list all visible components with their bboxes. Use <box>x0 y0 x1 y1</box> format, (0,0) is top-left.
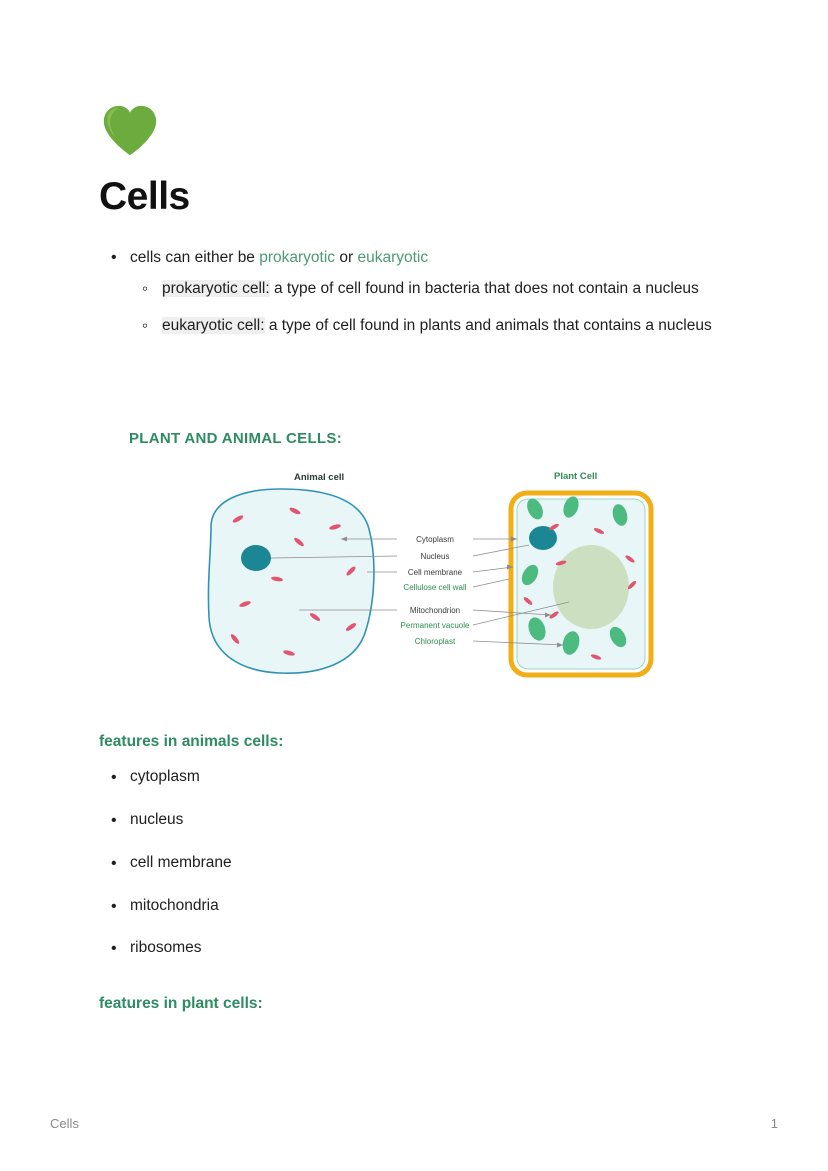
plant-cell-label: Plant Cell <box>554 471 598 483</box>
term-prokaryotic: prokaryotic <box>259 248 336 266</box>
list-item <box>99 245 739 338</box>
callout-cell-membrane: Cell membrane <box>407 568 463 578</box>
list-item <box>130 313 739 338</box>
plant-vacuole <box>553 545 629 629</box>
callout-mitochondrion: Mitochondrion <box>409 606 461 616</box>
list-item: • cell membrane <box>99 851 739 876</box>
footer-title: Cells <box>50 1116 79 1131</box>
list-item: • cytoplasm <box>99 765 739 790</box>
callout-permanent-vacuole: Permanent vacuole <box>400 621 470 631</box>
list-item: • ribosomes <box>99 936 739 961</box>
page-number: 1 <box>770 1116 778 1131</box>
document-content <box>99 100 739 1027</box>
callout-cellulose-cell-wall: Cellulose cell wall <box>403 583 467 593</box>
definition-list <box>130 276 739 338</box>
intro-prefix: cells can either be <box>130 248 260 266</box>
definition-text: a type of cell found in plants and animals that contains a nucleus <box>264 317 712 335</box>
intro-list <box>99 245 739 338</box>
animal-features-list <box>99 765 739 961</box>
callout-cytoplasm: Cytoplasm <box>416 535 454 545</box>
definition-term: prokaryotic cell: <box>162 280 270 297</box>
list-item <box>130 276 739 301</box>
page-footer <box>50 1116 778 1131</box>
term-eukaryotic: eukaryotic <box>357 248 429 266</box>
callout-chloroplast: Chloroplast <box>414 637 456 647</box>
green-heart-icon <box>99 100 161 162</box>
page-title: Cells <box>99 175 190 218</box>
definition-text: a type of cell found in bacteria that does not contain a nucleus <box>269 280 699 297</box>
animal-cell-membrane <box>208 489 373 673</box>
section-heading-plant-features: features in plant cells: <box>99 995 263 1013</box>
section-heading-plant-animal: PLANT AND ANIMAL CELLS: <box>129 430 342 448</box>
intro-conjunction: or <box>335 248 358 266</box>
animal-cell-label: Animal cell <box>294 472 345 484</box>
list-item: • nucleus <box>99 808 739 833</box>
cell-diagram-figure <box>99 467 739 707</box>
section-heading-animal-features: features in animals cells: <box>99 733 284 751</box>
animal-nucleus <box>241 545 271 571</box>
cell-diagram-svg <box>99 467 739 707</box>
definition-term: eukaryotic cell: <box>162 317 265 335</box>
callout-nucleus: Nucleus <box>420 552 450 562</box>
list-item: • mitochondria <box>99 894 739 919</box>
